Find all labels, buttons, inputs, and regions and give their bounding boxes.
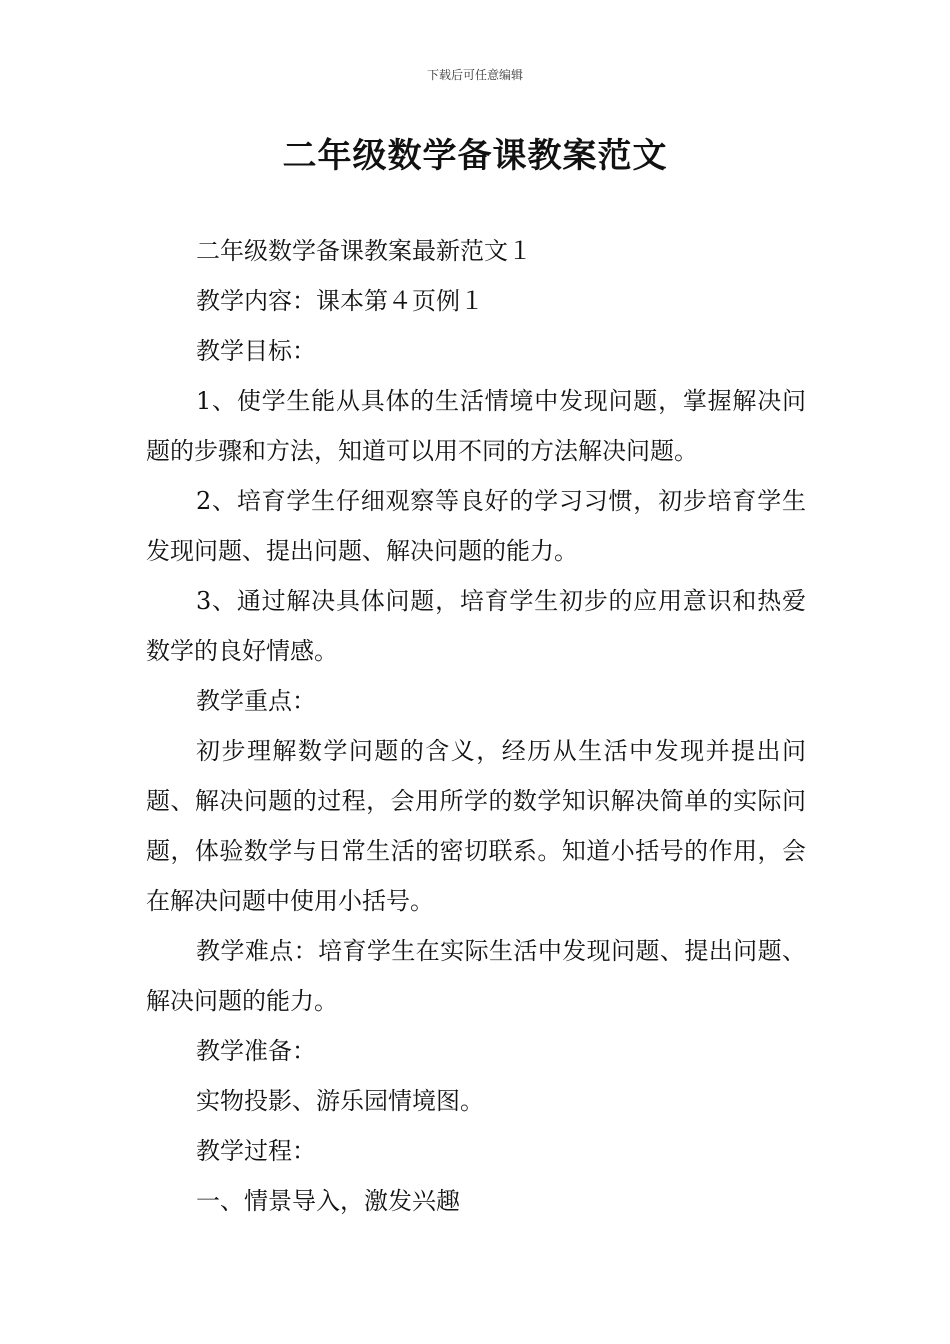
paragraph-key-points-label: 教学重点： bbox=[196, 687, 316, 715]
paragraph-goal-2: 2、培育学生仔细观察等良好的学习习惯，初步培育学生发现问题、提出问题、解决问题的能力。 bbox=[146, 487, 806, 565]
paragraph-goals-label: 教学目标： bbox=[196, 337, 316, 365]
paragraph-preparation: 实物投影、游乐园情境图。 bbox=[196, 1087, 484, 1115]
document-title: 二年级数学备课教案范文 bbox=[282, 136, 668, 176]
paragraph-key-points: 初步理解数学问题的含义，经历从生活中发现并提出问题、解决问题的过程，会用所学的数学知识解决简单的实际问题，体验数学与日常生活的密切联系。知道小括号的作用，会在解决问题中使用小括号。 bbox=[146, 737, 806, 915]
header-note: 下载后可任意编辑 bbox=[426, 68, 523, 82]
paragraph-preparation-label: 教学准备： bbox=[196, 1037, 316, 1065]
paragraph-process-label: 教学过程： bbox=[196, 1137, 316, 1165]
paragraph-heading: 二年级数学备课教案最新范文１ bbox=[196, 237, 532, 265]
paragraph-content: 教学内容：课本第４页例１ bbox=[196, 287, 484, 315]
paragraph-goal-1: 1、使学生能从具体的生活情境中发现问题，掌握解决问题的步骤和方法，知道可以用不同的方法解决问题。 bbox=[146, 387, 806, 465]
paragraph-goal-3: 3、通过解决具体问题，培育学生初步的应用意识和热爱数学的良好情感。 bbox=[146, 587, 806, 665]
paragraph-step-1: 一、情景导入，激发兴趣 bbox=[196, 1187, 460, 1215]
document-body bbox=[146, 226, 806, 1226]
paragraph-difficulty: 教学难点：培育学生在实际生活中发现问题、提出问题、解决问题的能力。 bbox=[146, 937, 806, 1015]
